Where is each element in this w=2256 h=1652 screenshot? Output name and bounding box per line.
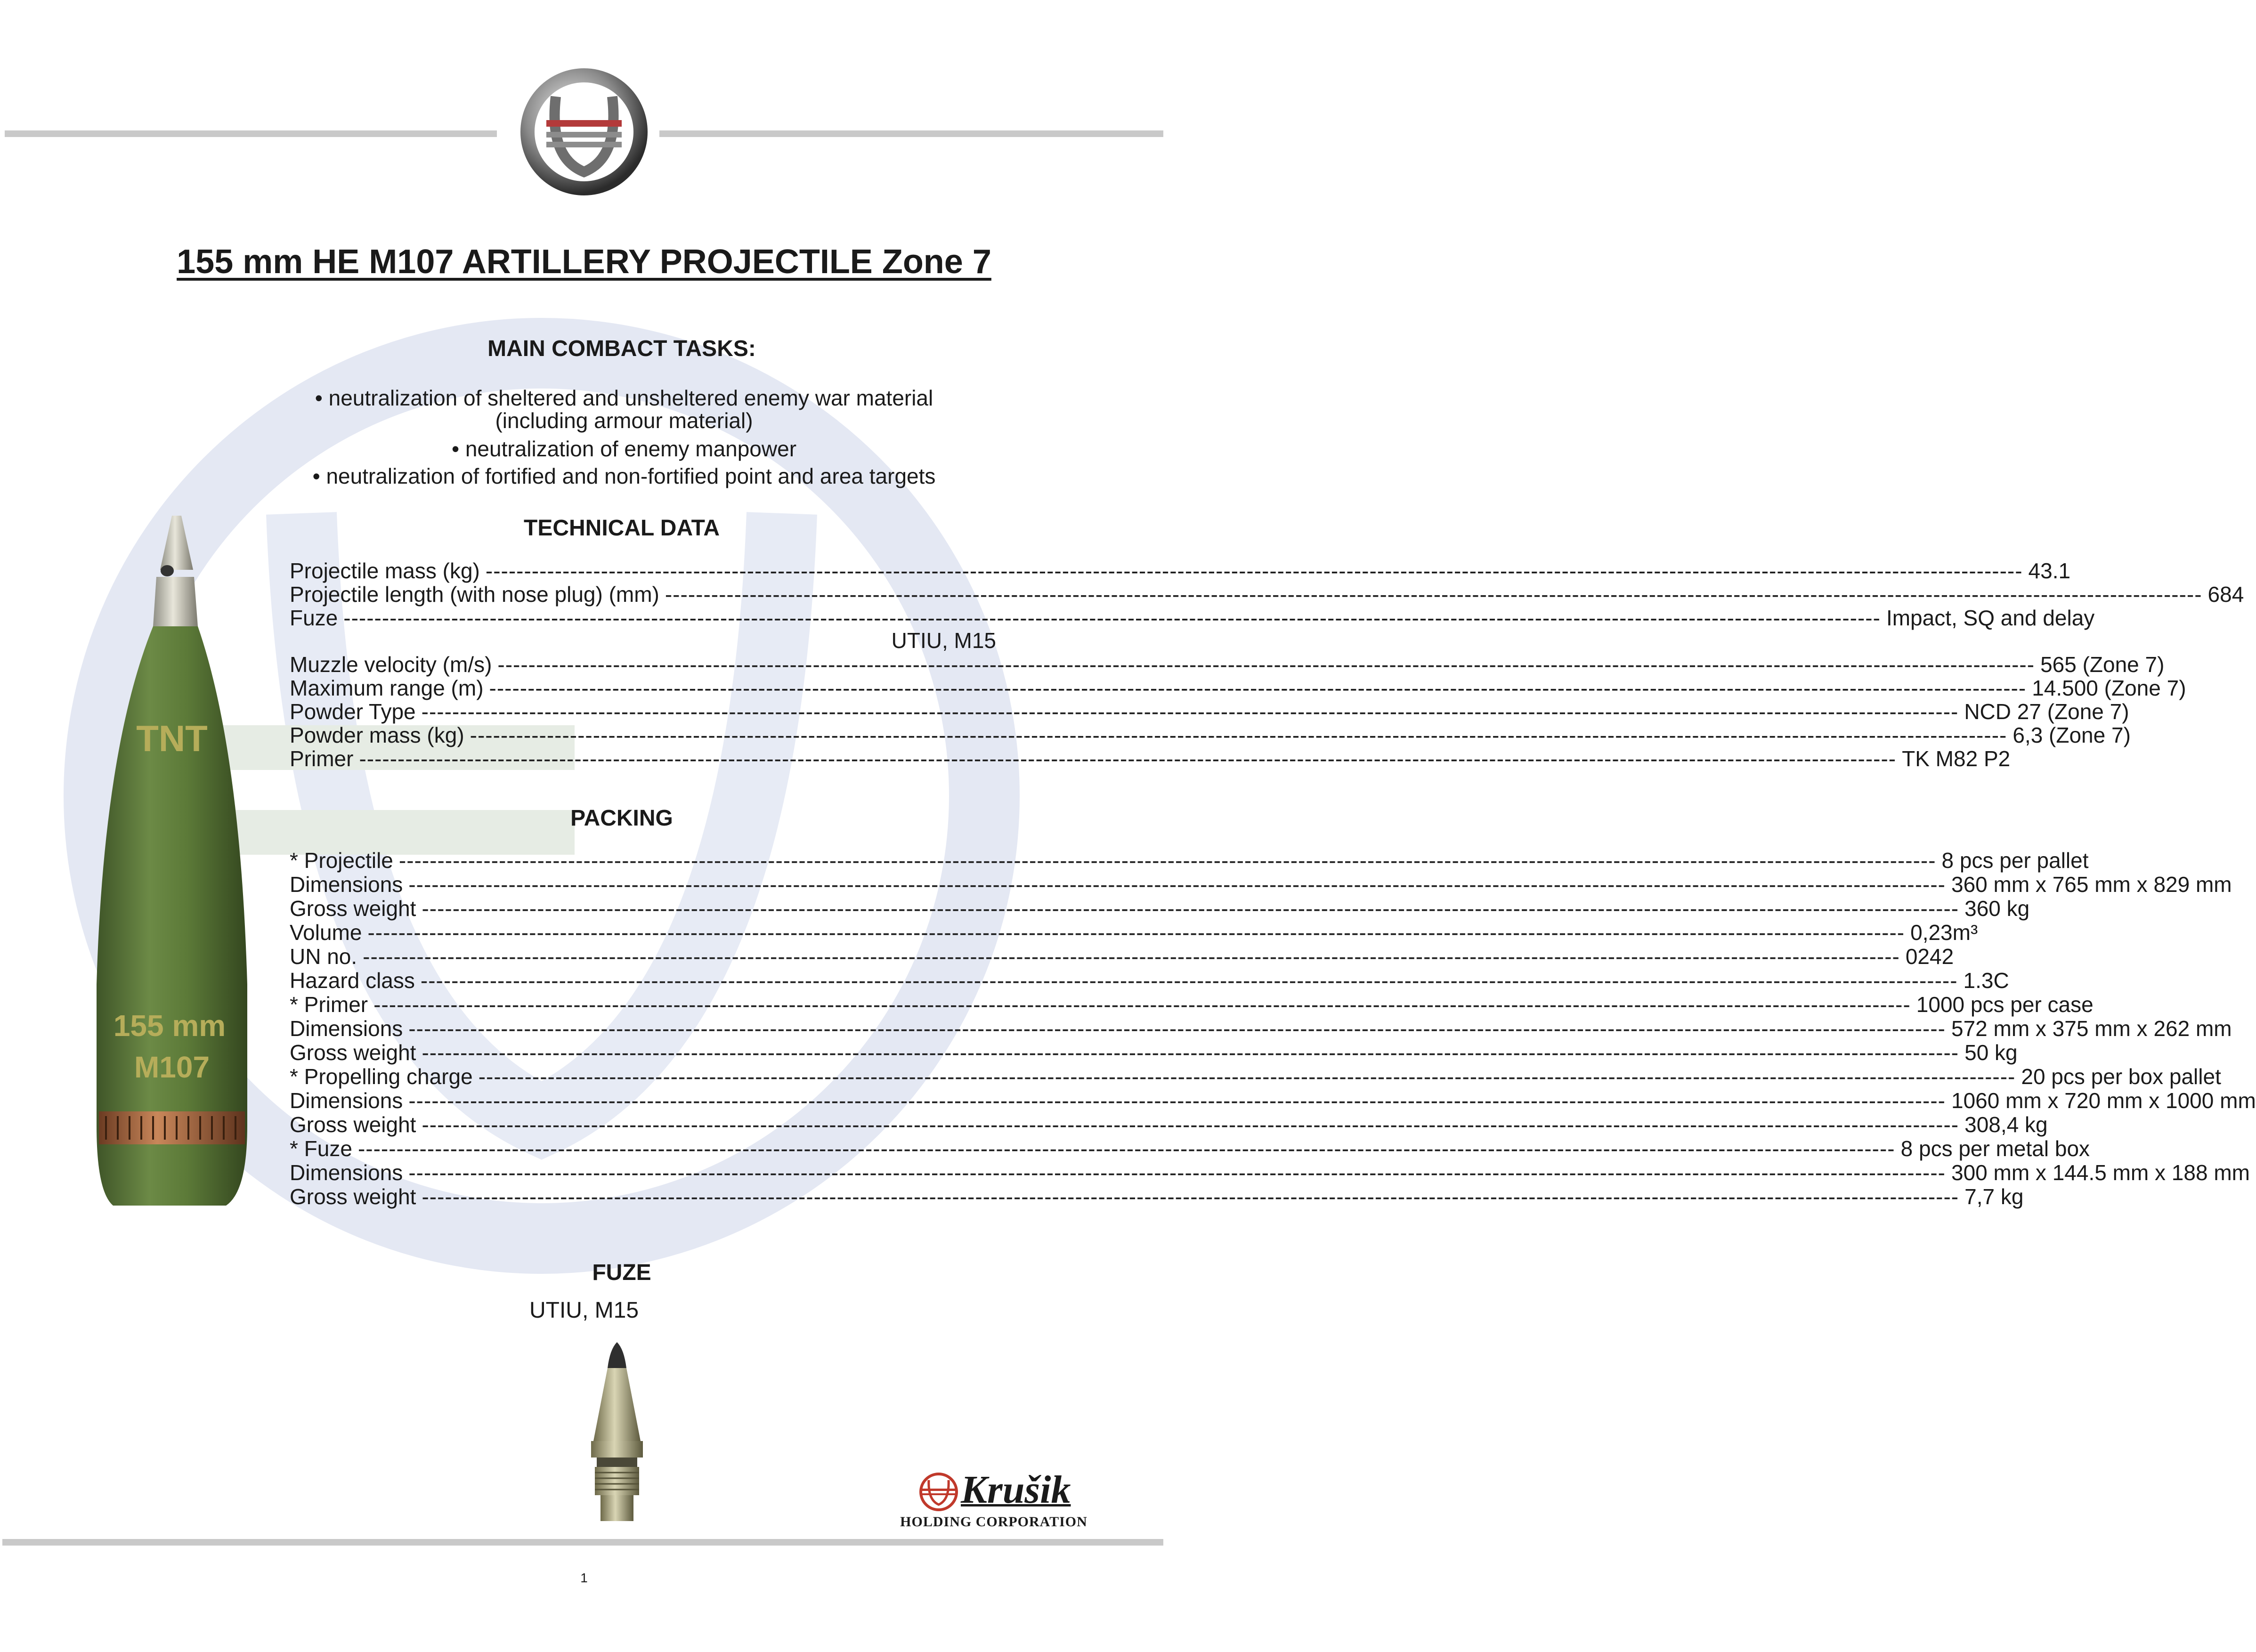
packing-leader-dashes: -------------------------------------------------------------------------------------------------------------------------------------------------------------------------------------------------------- <box>363 944 1900 969</box>
bottom-rule <box>2 1539 1163 1546</box>
packing-row <box>290 1016 2232 1042</box>
packing-row <box>290 992 2094 1018</box>
packing-label: Hazard class <box>290 968 415 993</box>
packing-leader-dashes: -------------------------------------------------------------------------------------------------------------------------------------------------------------------------------------------------------- <box>408 1160 1946 1185</box>
packing-row <box>290 1184 2024 1210</box>
technical-data-leader-dashes: -------------------------------------------------------------------------------------------------------------------------------------------------------------------------------------------------------- <box>359 746 1897 771</box>
company-logo-icon <box>520 68 648 195</box>
packing-row <box>290 920 1978 946</box>
fuze-name: UTIU, M15 <box>529 1298 639 1323</box>
technical-data-value: 14.500 (Zone 7) <box>2032 676 2186 700</box>
technical-data-leader-dashes: -------------------------------------------------------------------------------------------------------------------------------------------------------------------------------------------------------- <box>421 699 1959 724</box>
packing-label: * Propelling charge <box>290 1064 473 1089</box>
packing-leader-dashes: -------------------------------------------------------------------------------------------------------------------------------------------------------------------------------------------------------- <box>478 1064 2016 1089</box>
packing-leader-dashes: -------------------------------------------------------------------------------------------------------------------------------------------------------------------------------------------------------- <box>367 920 1905 945</box>
projectile-marking-caliber: 155 mm <box>113 1009 226 1043</box>
task-item: • neutralization of fortified and non-fortified point and area targets <box>312 464 936 488</box>
packing-label: Gross weight <box>290 1040 416 1065</box>
packing-row <box>290 1040 2018 1066</box>
packing-value: 0242 <box>1905 944 1954 969</box>
technical-data-row <box>290 722 2131 749</box>
packing-label: * Fuze <box>290 1136 352 1161</box>
projectile-marking-model: M107 <box>134 1050 210 1084</box>
packing-label: Gross weight <box>290 1184 416 1209</box>
technical-data-label: Powder Type <box>290 699 416 724</box>
packing-value: 572 mm x 375 mm x 262 mm <box>1951 1016 2232 1041</box>
packing-row <box>290 1160 2250 1186</box>
top-rule-right <box>659 130 1163 137</box>
technical-data-row <box>290 558 2071 584</box>
technical-data-label: Maximum range (m) <box>290 676 484 700</box>
packing-value: 0,23m³ <box>1910 920 1978 945</box>
fuze-image <box>582 1340 652 1528</box>
brand-subtitle: HOLDING CORPORATION <box>900 1514 1087 1530</box>
packing-value: 1.3C <box>1963 968 2009 993</box>
technical-data-value: 684 <box>2207 582 2244 607</box>
brand-name: Krušik <box>961 1468 1071 1512</box>
technical-data-label: Projectile mass (kg) <box>290 559 480 583</box>
technical-data-label: Muzzle velocity (m/s) <box>290 652 492 677</box>
technical-data-row <box>290 675 2186 702</box>
technical-data-label: Projectile length (with nose plug) (mm) <box>290 582 659 607</box>
packing-leader-dashes: -------------------------------------------------------------------------------------------------------------------------------------------------------------------------------------------------------- <box>422 1040 1959 1065</box>
packing-row <box>290 1064 2221 1090</box>
packing-heading: PACKING <box>570 806 673 831</box>
packing-label: UN no. <box>290 944 357 969</box>
technical-data-value: Impact, SQ and delay <box>1886 606 2095 630</box>
task-item: • neutralization of sheltered and unsheltered enemy war material <box>315 386 933 410</box>
packing-row <box>290 872 2232 898</box>
tasks-heading: MAIN COMBACT TASKS: <box>487 336 756 361</box>
technical-data-value: 43.1 <box>2028 559 2071 583</box>
packing-leader-dashes: -------------------------------------------------------------------------------------------------------------------------------------------------------------------------------------------------------- <box>357 1136 1895 1161</box>
technical-data-leader-dashes: -------------------------------------------------------------------------------------------------------------------------------------------------------------------------------------------------------- <box>489 676 2027 700</box>
packing-label: * Primer <box>290 992 368 1017</box>
packing-value: 308,4 kg <box>1964 1112 2048 1137</box>
packing-leader-dashes: -------------------------------------------------------------------------------------------------------------------------------------------------------------------------------------------------------- <box>408 1016 1946 1041</box>
packing-label: Dimensions <box>290 1160 403 1185</box>
technical-data-label: Powder mass (kg) <box>290 723 464 747</box>
page-number: 1 <box>580 1571 588 1585</box>
technical-data-label: Primer <box>290 746 354 771</box>
fuze-heading: FUZE <box>592 1260 651 1285</box>
technical-data-value: 565 (Zone 7) <box>2040 652 2165 677</box>
technical-data-row <box>290 699 2129 725</box>
packing-leader-dashes: -------------------------------------------------------------------------------------------------------------------------------------------------------------------------------------------------------- <box>422 1112 1959 1137</box>
packing-value: 360 mm x 765 mm x 829 mm <box>1951 872 2232 897</box>
packing-row <box>290 968 2009 994</box>
technical-data-value: TK M82 P2 <box>1902 746 2011 771</box>
packing-value: 8 pcs per metal box <box>1900 1136 2090 1161</box>
task-item-continuation: (including armour material) <box>495 408 753 433</box>
projectile-marking-tnt: TNT <box>136 718 208 759</box>
packing-row <box>290 1088 2256 1114</box>
company-brand <box>900 1467 1088 1533</box>
task-item: • neutralization of enemy manpower <box>451 437 797 461</box>
technical-data-value: 6,3 (Zone 7) <box>2013 723 2131 747</box>
packing-value: 50 kg <box>1964 1040 2018 1065</box>
packing-label: * Projectile <box>290 848 393 873</box>
technical-data-leader-dashes: -------------------------------------------------------------------------------------------------------------------------------------------------------------------------------------------------------- <box>343 606 1881 630</box>
packing-value: 300 mm x 144.5 mm x 188 mm <box>1951 1160 2250 1185</box>
packing-leader-dashes: -------------------------------------------------------------------------------------------------------------------------------------------------------------------------------------------------------- <box>420 968 1958 993</box>
technical-data-leader-dashes: -------------------------------------------------------------------------------------------------------------------------------------------------------------------------------------------------------- <box>485 559 2023 583</box>
technical-data-leader-dashes: -------------------------------------------------------------------------------------------------------------------------------------------------------------------------------------------------------- <box>497 652 2035 677</box>
packing-row <box>290 1136 2090 1162</box>
technical-data-label: Fuze <box>290 606 338 630</box>
packing-label: Dimensions <box>290 1016 403 1041</box>
projectile-image <box>85 513 264 1220</box>
packing-value: 1000 pcs per case <box>1916 992 2094 1017</box>
technical-data-leader-dashes: -------------------------------------------------------------------------------------------------------------------------------------------------------------------------------------------------------- <box>665 582 2202 607</box>
fuze-value-continuation: UTIU, M15 <box>891 628 996 653</box>
packing-label: Volume <box>290 920 362 945</box>
technical-data-value: NCD 27 (Zone 7) <box>1964 699 2129 724</box>
technical-data-row <box>290 582 2244 608</box>
packing-label: Gross weight <box>290 1112 416 1137</box>
packing-label: Dimensions <box>290 872 403 897</box>
technical-data-leader-dashes: -------------------------------------------------------------------------------------------------------------------------------------------------------------------------------------------------------- <box>470 723 2007 747</box>
packing-value: 360 kg <box>1964 896 2030 921</box>
top-rule-left <box>5 130 497 137</box>
packing-value: 7,7 kg <box>1964 1184 2024 1209</box>
packing-row <box>290 896 2030 922</box>
packing-row <box>290 944 1954 970</box>
brand-emblem-icon <box>918 1472 959 1512</box>
packing-label: Gross weight <box>290 896 416 921</box>
packing-row <box>290 1112 2048 1138</box>
packing-leader-dashes: -------------------------------------------------------------------------------------------------------------------------------------------------------------------------------------------------------- <box>398 848 1936 873</box>
page-title: 155 mm HE M107 ARTILLERY PROJECTILE Zone 7 <box>177 243 991 281</box>
packing-leader-dashes: -------------------------------------------------------------------------------------------------------------------------------------------------------------------------------------------------------- <box>408 872 1946 897</box>
packing-value: 20 pcs per box pallet <box>2021 1064 2221 1089</box>
technical-data-row <box>290 652 2165 678</box>
packing-leader-dashes: -------------------------------------------------------------------------------------------------------------------------------------------------------------------------------------------------------- <box>373 992 1911 1017</box>
packing-leader-dashes: -------------------------------------------------------------------------------------------------------------------------------------------------------------------------------------------------------- <box>422 1184 1959 1209</box>
packing-leader-dashes: -------------------------------------------------------------------------------------------------------------------------------------------------------------------------------------------------------- <box>422 896 1959 921</box>
packing-value: 8 pcs per pallet <box>1941 848 2089 873</box>
packing-label: Dimensions <box>290 1088 403 1113</box>
packing-value: 1060 mm x 720 mm x 1000 mm <box>1951 1088 2256 1113</box>
packing-row <box>290 848 2089 874</box>
technical-data-heading: TECHNICAL DATA <box>524 516 720 541</box>
packing-leader-dashes: -------------------------------------------------------------------------------------------------------------------------------------------------------------------------------------------------------- <box>408 1088 1946 1113</box>
technical-data-row <box>290 746 2011 772</box>
